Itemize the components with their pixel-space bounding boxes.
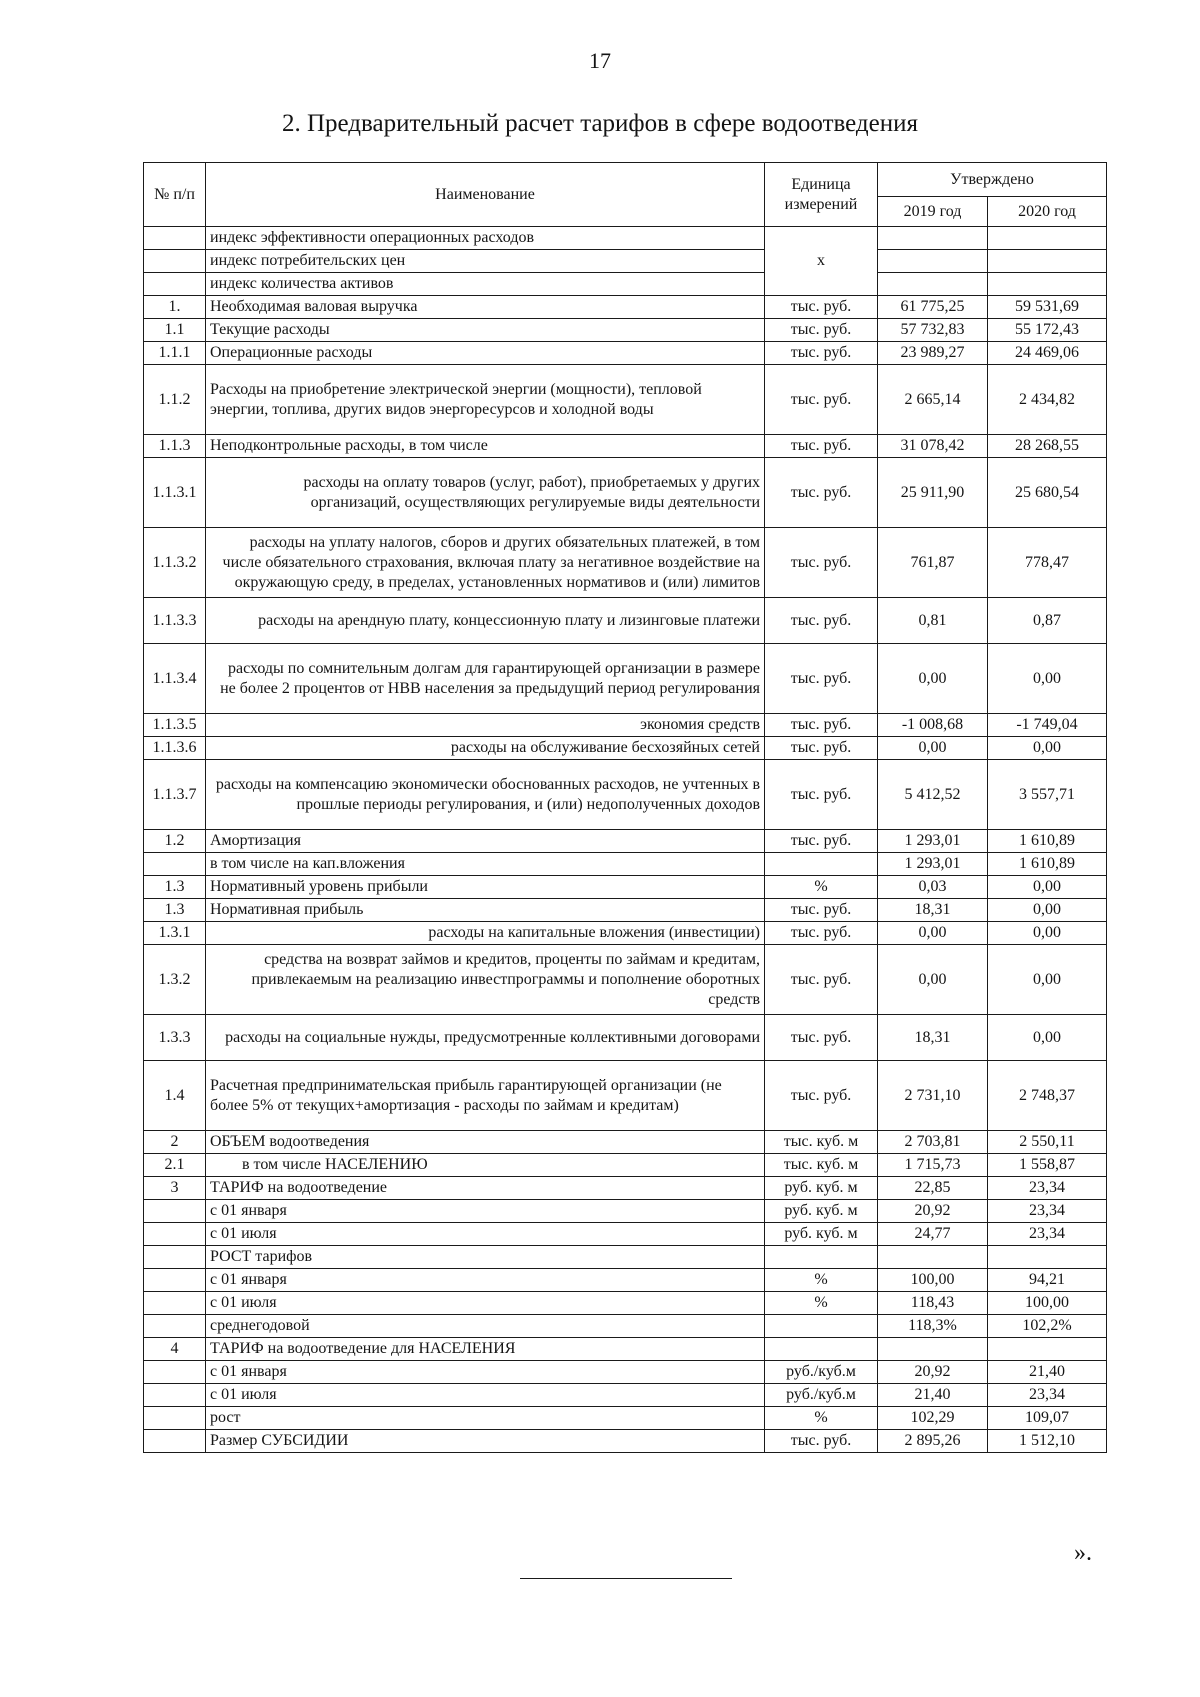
row-unit: %	[765, 1292, 878, 1315]
table-row	[144, 1430, 1107, 1453]
table-row	[144, 1292, 1107, 1315]
row-name: Нормативный уровень прибыли	[206, 876, 765, 899]
tariff-table-body	[144, 163, 1107, 1453]
header-unit-line1: Единица	[791, 175, 851, 193]
row-value-2019: 102,29	[878, 1407, 988, 1430]
row-value-2019: 1 293,01	[878, 853, 988, 876]
row-value-2019: 100,00	[878, 1269, 988, 1292]
row-value-2020: 0,00	[988, 945, 1107, 1015]
row-name: среднегодовой	[206, 1315, 765, 1338]
row-unit	[765, 1338, 878, 1361]
row-name: Операционные расходы	[206, 342, 765, 365]
row-name: РОСТ тарифов	[206, 1246, 765, 1269]
row-num	[144, 1223, 206, 1246]
row-unit: тыс. куб. м	[765, 1154, 878, 1177]
header-name: Наименование	[206, 163, 765, 227]
table-row	[144, 922, 1107, 945]
header-row	[144, 163, 1107, 197]
row-num: 1.3	[144, 899, 206, 922]
row-value-2020: 0,00	[988, 644, 1107, 714]
index-row	[144, 250, 1107, 273]
row-num	[144, 250, 206, 273]
row-name: рост	[206, 1407, 765, 1430]
row-value-2020: 3 557,71	[988, 760, 1107, 830]
table-row	[144, 1269, 1107, 1292]
row-unit: тыс. руб.	[765, 830, 878, 853]
row-name: с 01 июля	[206, 1223, 765, 1246]
row-num	[144, 227, 206, 250]
row-name: Расчетная предпринимательская прибыль гарантирующей организации (не более 5% от текущих+амортизация - расходы по займам и кредитам)	[206, 1061, 765, 1131]
row-num: 1.1.3.1	[144, 458, 206, 528]
row-value-2020: 1 610,89	[988, 830, 1107, 853]
row-name: с 01 января	[206, 1361, 765, 1384]
row-unit: тыс. куб. м	[765, 1131, 878, 1154]
row-name: Расходы на приобретение электрической энергии (мощности), тепловой энергии, топлива, других видов энергоресурсов и холодной воды	[206, 365, 765, 435]
closing-quote: ».	[1074, 1540, 1092, 1566]
row-unit: руб. куб. м	[765, 1200, 878, 1223]
row-name: с 01 июля	[206, 1384, 765, 1407]
row-unit: тыс. руб.	[765, 714, 878, 737]
row-unit: тыс. руб.	[765, 342, 878, 365]
table-row	[144, 296, 1107, 319]
row-unit: тыс. руб.	[765, 598, 878, 644]
row-value-2019	[878, 273, 988, 296]
row-unit: тыс. руб.	[765, 644, 878, 714]
row-name: Текущие расходы	[206, 319, 765, 342]
row-name: расходы на компенсацию экономически обоснованных расходов, не учтенных в прошлые периоды регулирования, и (или) недополученных доходов	[206, 760, 765, 830]
row-name: Необходимая валовая выручка	[206, 296, 765, 319]
row-value-2020: 109,07	[988, 1407, 1107, 1430]
table-row	[144, 365, 1107, 435]
row-num	[144, 1200, 206, 1223]
row-unit: тыс. руб.	[765, 1015, 878, 1061]
row-name: Размер СУБСИДИИ	[206, 1430, 765, 1453]
row-value-2020	[988, 273, 1107, 296]
row-name: расходы на оплату товаров (услуг, работ), приобретаемых у других организаций, осуществляющих регулируемые виды деятельности	[206, 458, 765, 528]
row-value-2020	[988, 1338, 1107, 1361]
row-num: 1.2	[144, 830, 206, 853]
row-num: 1.	[144, 296, 206, 319]
row-num: 1.1.3.6	[144, 737, 206, 760]
row-value-2019: 18,31	[878, 1015, 988, 1061]
row-name: с 01 января	[206, 1200, 765, 1223]
row-value-2019: 24,77	[878, 1223, 988, 1246]
row-value-2019: 0,03	[878, 876, 988, 899]
table-row	[144, 435, 1107, 458]
row-value-2019: 0,00	[878, 737, 988, 760]
table-row	[144, 1407, 1107, 1430]
row-name: ТАРИФ на водоотведение	[206, 1177, 765, 1200]
row-value-2019: 2 665,14	[878, 365, 988, 435]
row-value-2019: 57 732,83	[878, 319, 988, 342]
row-value-2019: 0,00	[878, 945, 988, 1015]
row-unit: тыс. руб.	[765, 922, 878, 945]
row-value-2020: 2 748,37	[988, 1061, 1107, 1131]
row-name: расходы на арендную плату, концессионную плату и лизинговые платежи	[206, 598, 765, 644]
row-value-2019: 21,40	[878, 1384, 988, 1407]
row-num: 1.1.3.3	[144, 598, 206, 644]
row-value-2020: 1 558,87	[988, 1154, 1107, 1177]
row-name: индекс потребительских цен	[206, 250, 765, 273]
row-num	[144, 853, 206, 876]
row-value-2019: 1 715,73	[878, 1154, 988, 1177]
table-row	[144, 945, 1107, 1015]
row-value-2019: 0,81	[878, 598, 988, 644]
row-unit: тыс. руб.	[765, 945, 878, 1015]
row-value-2020: 0,87	[988, 598, 1107, 644]
row-num	[144, 1361, 206, 1384]
row-value-2020: 23,34	[988, 1177, 1107, 1200]
row-value-2019: 761,87	[878, 528, 988, 598]
table-row	[144, 1315, 1107, 1338]
row-unit: тыс. руб.	[765, 899, 878, 922]
row-num	[144, 1246, 206, 1269]
document-title: 2. Предварительный расчет тарифов в сфере водоотведения	[281, 110, 918, 137]
row-unit: х	[765, 227, 878, 296]
table-row	[144, 876, 1107, 899]
row-name: ОБЪЕМ водоотведения	[206, 1131, 765, 1154]
row-num: 4	[144, 1338, 206, 1361]
row-name: экономия средств	[206, 714, 765, 737]
header-approved: Утверждено	[878, 163, 1107, 197]
row-name: расходы по сомнительным долгам для гарантирующей организации в размере не более 2 процентов от НВВ населения за предыдущий период регулирования	[206, 644, 765, 714]
table-row	[144, 737, 1107, 760]
table-row	[144, 1131, 1107, 1154]
row-num: 3	[144, 1177, 206, 1200]
row-name: в том числе на кап.вложения	[206, 853, 765, 876]
row-value-2020: 21,40	[988, 1361, 1107, 1384]
row-unit: тыс. руб.	[765, 528, 878, 598]
row-unit: тыс. руб.	[765, 1061, 878, 1131]
row-value-2019: 20,92	[878, 1200, 988, 1223]
row-num: 1.1.3.2	[144, 528, 206, 598]
row-value-2020: 778,47	[988, 528, 1107, 598]
header-unit	[765, 163, 878, 227]
row-num: 1.3.2	[144, 945, 206, 1015]
table-row	[144, 760, 1107, 830]
row-value-2020: 1 512,10	[988, 1430, 1107, 1453]
row-value-2020: 102,2%	[988, 1315, 1107, 1338]
row-value-2019: 2 895,26	[878, 1430, 988, 1453]
row-value-2019	[878, 250, 988, 273]
row-name: расходы на уплату налогов, сборов и других обязательных платежей, в том числе обязательного страхования, включая плату за негативное воздействие на окружающую среду, в пределах, установленных нормативов и (или) лимитов	[206, 528, 765, 598]
table-row	[144, 1177, 1107, 1200]
row-unit: руб. куб. м	[765, 1177, 878, 1200]
row-value-2020: 2 550,11	[988, 1131, 1107, 1154]
index-row	[144, 273, 1107, 296]
row-unit: тыс. руб.	[765, 737, 878, 760]
row-unit: тыс. руб.	[765, 458, 878, 528]
row-value-2020: 0,00	[988, 922, 1107, 945]
row-name: в том числе НАСЕЛЕНИЮ	[206, 1154, 765, 1177]
table-row	[144, 1154, 1107, 1177]
row-num: 1.1.3	[144, 435, 206, 458]
end-divider	[520, 1578, 732, 1579]
row-num: 1.3	[144, 876, 206, 899]
row-unit: тыс. руб.	[765, 296, 878, 319]
row-value-2019: 31 078,42	[878, 435, 988, 458]
row-num: 1.3.1	[144, 922, 206, 945]
row-num: 1.3.3	[144, 1015, 206, 1061]
row-value-2020	[988, 250, 1107, 273]
row-value-2019	[878, 1338, 988, 1361]
row-value-2020: 1 610,89	[988, 853, 1107, 876]
row-name: Амортизация	[206, 830, 765, 853]
row-value-2019: 5 412,52	[878, 760, 988, 830]
table-row	[144, 1384, 1107, 1407]
table-row	[144, 319, 1107, 342]
table-row	[144, 1200, 1107, 1223]
row-unit	[765, 1315, 878, 1338]
row-value-2019: 1 293,01	[878, 830, 988, 853]
row-value-2020	[988, 227, 1107, 250]
row-name: индекс количества активов	[206, 273, 765, 296]
row-num: 1.4	[144, 1061, 206, 1131]
table-row	[144, 1338, 1107, 1361]
index-row	[144, 227, 1107, 250]
row-value-2020: 23,34	[988, 1223, 1107, 1246]
row-num: 1.1.3.5	[144, 714, 206, 737]
table-row	[144, 1246, 1107, 1269]
row-name: индекс эффективности операционных расходов	[206, 227, 765, 250]
row-value-2019: 23 989,27	[878, 342, 988, 365]
row-value-2020	[988, 1246, 1107, 1269]
row-value-2019: 118,43	[878, 1292, 988, 1315]
row-num	[144, 1384, 206, 1407]
row-value-2020: 25 680,54	[988, 458, 1107, 528]
table-row	[144, 458, 1107, 528]
row-value-2020: 0,00	[988, 876, 1107, 899]
row-unit: тыс. руб.	[765, 760, 878, 830]
row-name: расходы на капитальные вложения (инвестиции)	[206, 922, 765, 945]
row-value-2020: 94,21	[988, 1269, 1107, 1292]
page-number: 17	[589, 48, 611, 73]
row-name: расходы на социальные нужды, предусмотренные коллективными договорами	[206, 1015, 765, 1061]
row-value-2019: 2 731,10	[878, 1061, 988, 1131]
row-value-2019: 118,3%	[878, 1315, 988, 1338]
row-value-2019: 2 703,81	[878, 1131, 988, 1154]
table-row	[144, 899, 1107, 922]
row-value-2020: -1 749,04	[988, 714, 1107, 737]
row-unit	[765, 1246, 878, 1269]
row-value-2020: 28 268,55	[988, 435, 1107, 458]
table-row	[144, 1223, 1107, 1246]
row-unit	[765, 853, 878, 876]
table-row	[144, 1061, 1107, 1131]
header-unit-line2: измерений	[784, 195, 858, 213]
row-value-2019: 18,31	[878, 899, 988, 922]
row-value-2019: 25 911,90	[878, 458, 988, 528]
row-num	[144, 1430, 206, 1453]
row-value-2020: 55 172,43	[988, 319, 1107, 342]
row-name: средства на возврат займов и кредитов, проценты по займам и кредитам, привлекаемым на реализацию инвестпрограммы и пополнение оборотных средств	[206, 945, 765, 1015]
table-row	[144, 1015, 1107, 1061]
row-value-2020: 24 469,06	[988, 342, 1107, 365]
row-unit: тыс. руб.	[765, 365, 878, 435]
table-row	[144, 830, 1107, 853]
table-row	[144, 1361, 1107, 1384]
row-num: 1.1	[144, 319, 206, 342]
row-num: 1.1.3.4	[144, 644, 206, 714]
table-row	[144, 853, 1107, 876]
row-unit: тыс. руб.	[765, 319, 878, 342]
row-unit: руб./куб.м	[765, 1361, 878, 1384]
row-unit: %	[765, 1407, 878, 1430]
row-value-2019: 22,85	[878, 1177, 988, 1200]
row-num	[144, 1315, 206, 1338]
table-row	[144, 644, 1107, 714]
row-value-2019	[878, 1246, 988, 1269]
row-unit: тыс. руб.	[765, 435, 878, 458]
row-name: Нормативная прибыль	[206, 899, 765, 922]
row-value-2019: 0,00	[878, 644, 988, 714]
row-value-2020: 100,00	[988, 1292, 1107, 1315]
row-value-2020: 2 434,82	[988, 365, 1107, 435]
row-value-2019: 20,92	[878, 1361, 988, 1384]
row-name: с 01 июля	[206, 1292, 765, 1315]
row-name: с 01 января	[206, 1269, 765, 1292]
row-num	[144, 273, 206, 296]
row-num: 1.1.3.7	[144, 760, 206, 830]
row-unit: %	[765, 1269, 878, 1292]
table-row	[144, 342, 1107, 365]
row-value-2020: 59 531,69	[988, 296, 1107, 319]
row-num: 1.1.2	[144, 365, 206, 435]
row-unit: руб. куб. м	[765, 1223, 878, 1246]
header-num: № п/п	[144, 163, 206, 227]
row-value-2019: 0,00	[878, 922, 988, 945]
row-num: 2.1	[144, 1154, 206, 1177]
row-value-2019: -1 008,68	[878, 714, 988, 737]
tariff-table	[143, 162, 1107, 1453]
row-value-2019: 61 775,25	[878, 296, 988, 319]
row-unit: руб./куб.м	[765, 1384, 878, 1407]
row-unit: %	[765, 876, 878, 899]
table-row	[144, 528, 1107, 598]
row-num: 2	[144, 1131, 206, 1154]
row-num	[144, 1269, 206, 1292]
row-name: ТАРИФ на водоотведение для НАСЕЛЕНИЯ	[206, 1338, 765, 1361]
row-num	[144, 1407, 206, 1430]
row-name: расходы на обслуживание бесхозяйных сетей	[206, 737, 765, 760]
row-value-2020: 0,00	[988, 737, 1107, 760]
row-unit: тыс. руб.	[765, 1430, 878, 1453]
table-row	[144, 714, 1107, 737]
row-name: Неподконтрольные расходы, в том числе	[206, 435, 765, 458]
header-year-2020: 2020 год	[988, 197, 1107, 227]
row-value-2020: 0,00	[988, 1015, 1107, 1061]
row-value-2020: 23,34	[988, 1384, 1107, 1407]
header-year-2019: 2019 год	[878, 197, 988, 227]
row-num: 1.1.1	[144, 342, 206, 365]
row-value-2019	[878, 227, 988, 250]
row-value-2020: 0,00	[988, 899, 1107, 922]
row-num	[144, 1292, 206, 1315]
table-row	[144, 598, 1107, 644]
row-value-2020: 23,34	[988, 1200, 1107, 1223]
